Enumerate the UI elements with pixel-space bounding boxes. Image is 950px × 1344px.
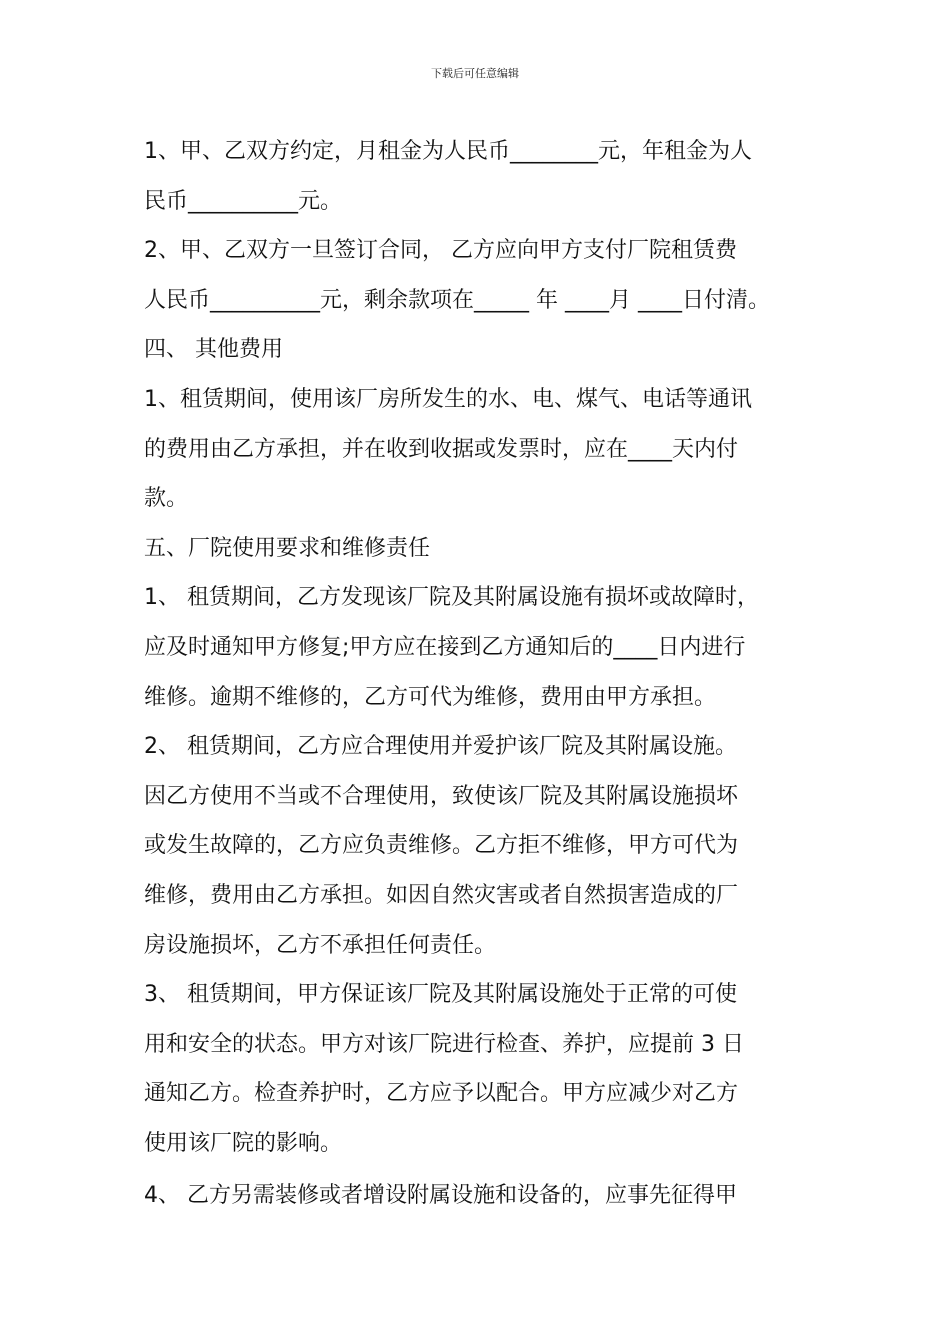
text-line: 2、 租赁期间，乙方应合理使用并爱护该厂院及其附属设施。: [144, 734, 737, 760]
text-line: 或发生故障的，乙方应负责维修。乙方拒不维修，甲方可代为: [144, 833, 739, 859]
text-line: 因乙方使用不当或不合理使用，致使该厂院及其附属设施损坏: [144, 783, 739, 809]
document-body: [144, 127, 808, 1221]
text-line: 应及时通知甲方修复;甲方应在接到乙方通知后的____日内进行: [144, 634, 746, 660]
section-heading: 五、厂院使用要求和维修责任: [144, 535, 431, 561]
text-line: 3、 租赁期间，甲方保证该厂院及其附属设施处于正常的可使: [144, 982, 737, 1008]
text-line: 1、 租赁期间，乙方发现该厂院及其附属设施有损坏或故障时，: [144, 585, 759, 611]
page-header: 下载后可任意编辑: [431, 67, 519, 80]
text-line: 民币__________元。: [144, 188, 343, 214]
section-heading: 四、 其他费用: [144, 337, 283, 363]
text-line: 维修，费用由乙方承担。如因自然灾害或者自然损害造成的厂: [144, 882, 739, 908]
text-line: 的费用由乙方承担，并在收到收据或发票时，应在____天内付: [144, 436, 739, 462]
text-line: 2、甲、乙双方一旦签订合同， 乙方应向甲方支付厂院租赁费: [144, 238, 737, 264]
text-line: 通知乙方。检查养护时，乙方应予以配合。甲方应减少对乙方: [144, 1081, 739, 1107]
text-line: 款。: [144, 486, 189, 512]
text-line: 房设施损坏，乙方不承担任何责任。: [144, 932, 497, 958]
text-line: 1、甲、乙双方约定，月租金为人民币________元，年租金为人: [144, 139, 752, 164]
text-line: 用和安全的状态。甲方对该厂院进行检查、养护，应提前 3 日: [144, 1031, 744, 1057]
text-line: 4、 乙方另需装修或者增设附属设施和设备的，应事先征得甲: [144, 1183, 737, 1209]
text-line: 使用该厂院的影响。: [144, 1130, 343, 1156]
text-line: 1、租赁期间，使用该厂房所发生的水、电、煤气、电话等通讯: [144, 386, 752, 412]
text-line: 维修。逾期不维修的，乙方可代为维修，费用由甲方承担。: [144, 684, 717, 710]
text-line: 人民币__________元，剩余款项在_____ 年 ____月 ____日付清。: [144, 287, 770, 313]
